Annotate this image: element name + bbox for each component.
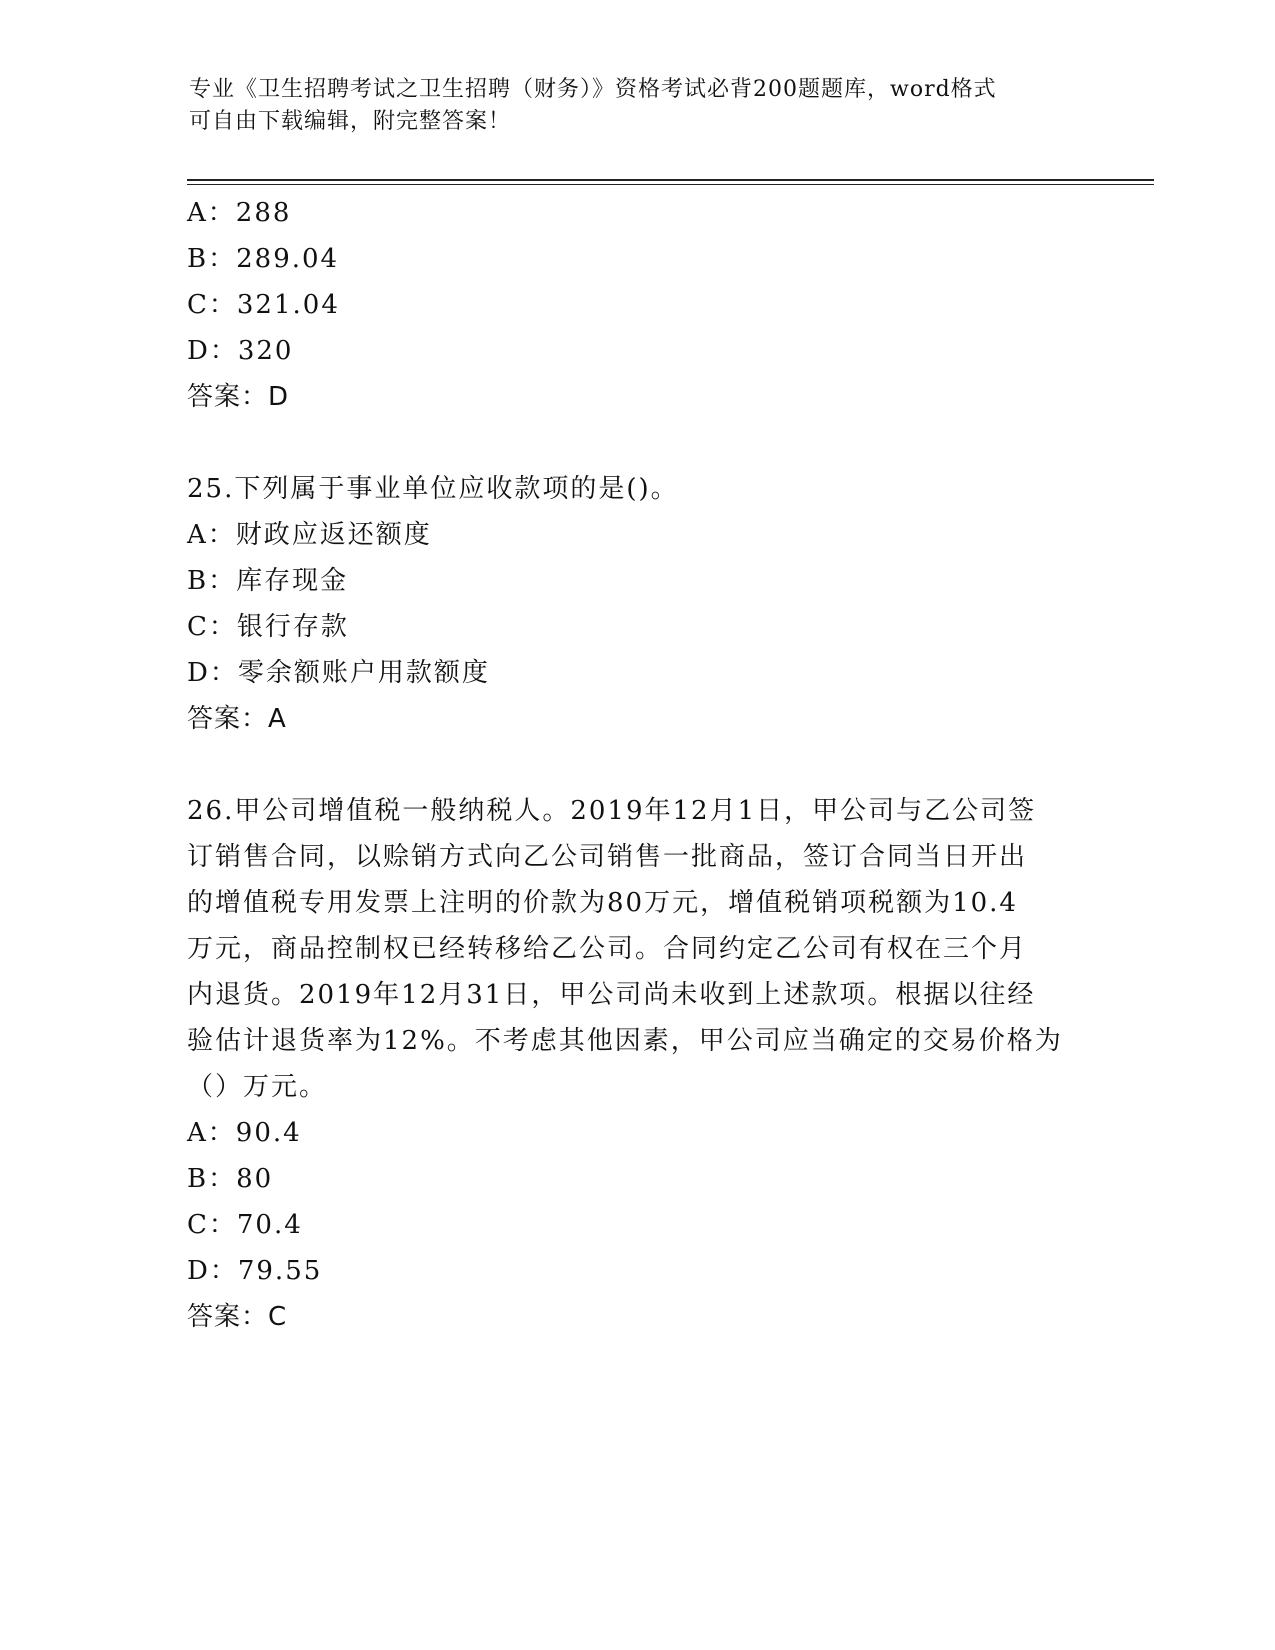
question-26-block [187,788,1087,1340]
q25-answer: 答案：A [187,704,287,734]
q26-question [187,788,1087,1110]
q24-option-d: D：320 [187,336,294,366]
spacer [187,420,1087,466]
q26-option-c: C：70.4 [187,1210,303,1240]
q26-option-b: B：80 [187,1164,274,1194]
question-24-block [187,190,1087,420]
q26-question-line: 内退货。2019年12月31日，甲公司尚未收到上述款项。根据以往经 [187,980,1036,1010]
q26-option-d: D：79.55 [187,1256,323,1286]
q25-option-b: B：库存现金 [187,566,349,596]
q26-question-line: 验估计退货率为12%。不考虑其他因素，甲公司应当确定的交易价格为 [187,1026,1063,1056]
q26-question-line: 26.甲公司增值税一般纳税人。2019年12月1日，甲公司与乙公司签 [187,796,1037,826]
q25-option-d: D：零余额账户用款额度 [187,658,490,688]
q24-option-b: B：289.04 [187,244,340,274]
q26-question-line: 订销售合同，以赊销方式向乙公司销售一批商品，签订合同当日开出 [187,842,1028,872]
q26-question-line: 万元，商品控制权已经转移给乙公司。合同约定乙公司有权在三个月 [187,934,1028,964]
header-divider-thin [187,184,1154,185]
q24-answer: 答案：D [187,382,290,412]
q24-option-a: A：288 [187,198,292,228]
header-line-2: 可自由下载编辑，附完整答案！ [189,109,512,134]
q26-option-a: A：90.4 [187,1118,302,1148]
q26-answer: 答案：C [187,1302,288,1332]
question-25-block [187,466,1087,742]
header-divider-thick [187,179,1154,181]
q25-option-c: C：银行存款 [187,612,349,642]
q26-question-line: （）万元。 [187,1072,328,1102]
spacer [187,742,1087,788]
q24-option-c: C：321.04 [187,290,340,320]
q25-question: 25.下列属于事业单位应收款项的是()。 [187,474,679,504]
document-body [187,190,1087,1340]
document-header [189,74,1069,138]
header-line-1: 专业《卫生招聘考试之卫生招聘（财务）》资格考试必背200题题库，word格式 [189,77,997,102]
q25-option-a: A：财政应返还额度 [187,520,432,550]
q26-question-line: 的增值税专用发票上注明的价款为80万元，增值税销项税额为10.4 [187,888,1018,918]
